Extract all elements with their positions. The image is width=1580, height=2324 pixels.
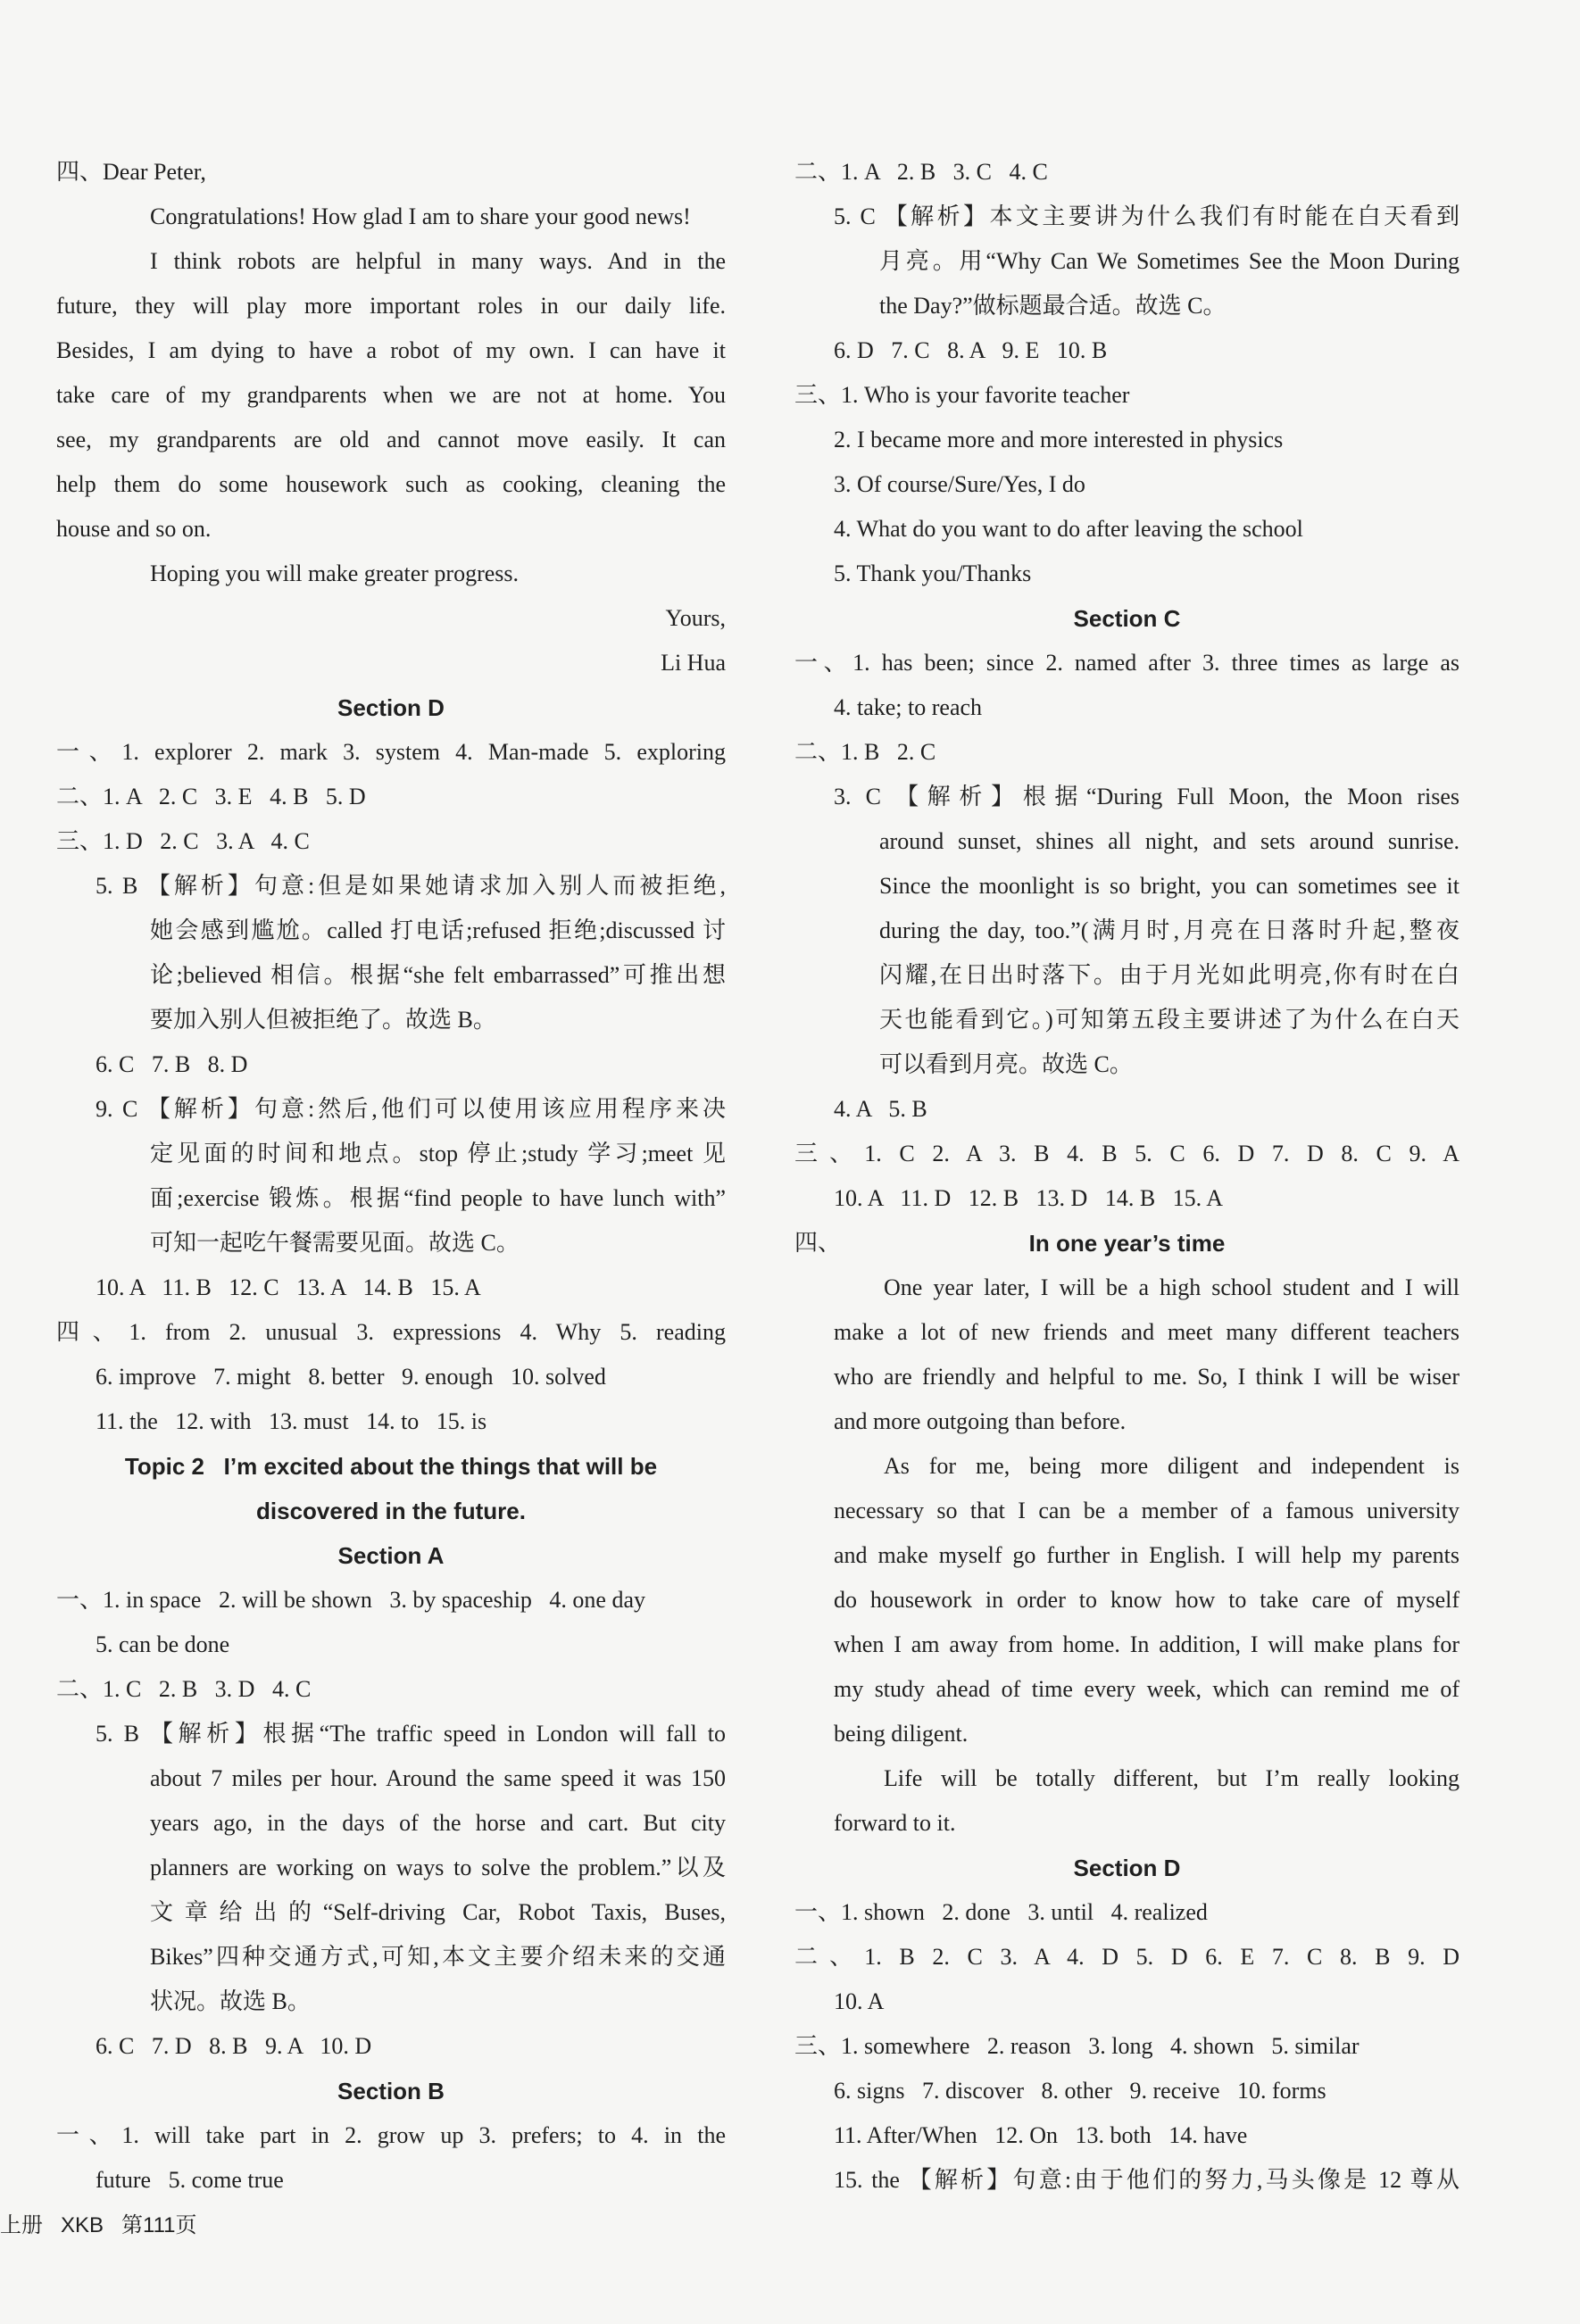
- right-line: [794, 284, 1459, 328]
- right-line: [794, 462, 1459, 507]
- line-text: Section B: [337, 2078, 445, 2104]
- right-line: [794, 1087, 1459, 1132]
- right-line: [794, 552, 1459, 596]
- right-line: [794, 1846, 1459, 1890]
- left-line: [56, 1310, 726, 1355]
- left-line: [56, 373, 726, 418]
- line-text: 文章给出的“Self-driving Car, Robot Taxis, Buses,: [150, 1899, 726, 1925]
- left-column: [56, 150, 726, 2203]
- line-text: 6. C 7. B 8. D: [96, 1051, 248, 1077]
- line-text: Li Hua: [661, 650, 726, 676]
- left-line: [56, 195, 726, 239]
- line-text: 5. B 【解析】根据“The traffic speed in London will fall to: [96, 1721, 726, 1747]
- line-text: 四、: [794, 1230, 842, 1256]
- line-text: 闪耀,在日出时落下。由于月光如此明亮,你有时在白: [879, 962, 1459, 988]
- line-text: help them do some housework such as cooking, cleaning the: [56, 471, 726, 497]
- line-text: 3. Of course/Sure/Yes, I do: [834, 471, 1085, 497]
- left-line: [56, 462, 726, 507]
- line-text: 9. C 【解析】句意:然后,他们可以使用该应用程序来决: [96, 1096, 726, 1122]
- right-line: [794, 373, 1459, 418]
- left-line: [56, 596, 726, 641]
- line-text: 三、1. D 2. C 3. A 4. C: [56, 828, 310, 854]
- line-text: the Day?”做标题最合适。故选 C。: [879, 293, 1227, 319]
- page-footer: 上册 XKB 第111页: [0, 2213, 197, 2237]
- right-line: [794, 775, 1459, 819]
- right-line: [794, 1667, 1459, 1712]
- line-text: 论;believed 相信。根据“she felt embarrassed”可推出想: [150, 962, 726, 988]
- line-text: Besides, I am dying to have a robot of my own. I can have it: [56, 337, 726, 363]
- right-line: [794, 1266, 1459, 1310]
- right-line: [794, 2069, 1459, 2113]
- left-line: [56, 1712, 726, 1756]
- line-text: and more outgoing than before.: [834, 1408, 1127, 1434]
- right-line: [794, 1444, 1459, 1489]
- line-text: 6. improve 7. might 8. better 9. enough 10. solved: [96, 1364, 606, 1390]
- left-line: [56, 1935, 726, 1980]
- left-line: [56, 1444, 726, 1489]
- right-line: [794, 507, 1459, 552]
- line-text: Life will be totally different, but I’m really looking: [884, 1765, 1459, 1791]
- line-text: 三、1. C 2. A 3. B 4. B 5. C 6. D 7. D 8. C 9. A: [794, 1141, 1459, 1166]
- line-text: 5. B 【解析】句意:但是如果她请求加入别人而被拒绝,: [96, 873, 726, 899]
- right-line: [794, 819, 1459, 864]
- line-text: 一、1. in space 2. will be shown 3. by spaceship 4. one day: [56, 1587, 646, 1613]
- line-text: Since the moonlight is so bright, you can sometimes see it: [879, 873, 1459, 899]
- left-line: [56, 1087, 726, 1132]
- line-text: 她会感到尴尬。called 打电话;refused 拒绝;discussed 讨: [150, 917, 726, 943]
- line-text: about 7 miles per hour. Around the same speed it was 150: [150, 1765, 726, 1791]
- line-text: 10. A: [834, 1988, 885, 2014]
- line-text: 15. the 【解析】句意:由于他们的努力,马头像是 12 尊从: [834, 2167, 1459, 2193]
- left-line: [56, 1533, 726, 1578]
- line-text: 三、1. somewhere 2. reason 3. long 4. shown 5. similar: [794, 2033, 1360, 2059]
- right-line: [794, 1489, 1459, 1533]
- left-line: [56, 1756, 726, 1801]
- line-text: 二、1. B 2. C: [794, 739, 936, 765]
- line-text: 二、1. A 2. C 3. E 4. B 5. D: [56, 784, 366, 809]
- line-text: future 5. come true: [96, 2167, 284, 2193]
- left-line: [56, 864, 726, 909]
- right-line: [794, 2158, 1459, 2203]
- line-text: discovered in the future.: [256, 1498, 526, 1524]
- right-line: [794, 150, 1459, 195]
- left-line: [56, 328, 726, 373]
- right-line: [794, 2024, 1459, 2069]
- line-text: Hoping you will make greater progress.: [150, 560, 520, 586]
- line-text: 可知一起吃午餐需要见面。故选 C。: [150, 1230, 520, 1256]
- left-line: [56, 507, 726, 552]
- left-line: [56, 1132, 726, 1176]
- left-line: [56, 2069, 726, 2113]
- line-text: Congratulations! How glad I am to share your good news!: [150, 203, 691, 229]
- right-line: [794, 1310, 1459, 1355]
- line-text: Section C: [1073, 605, 1181, 632]
- line-text: 天也能看到它。)可知第五段主要讲述了为什么在白天: [879, 1007, 1459, 1033]
- line-text: 5. can be done: [96, 1631, 230, 1657]
- right-line: [794, 1533, 1459, 1578]
- left-line: [56, 1801, 726, 1846]
- right-line: [794, 1712, 1459, 1756]
- left-line: [56, 730, 726, 775]
- line-text: my study ahead of time every week, which can remind me of: [834, 1676, 1459, 1702]
- line-text: 二、1. A 2. B 3. C 4. C: [794, 159, 1048, 185]
- line-text: 4. A 5. B: [834, 1096, 927, 1122]
- line-text: 一、1. shown 2. done 3. until 4. realized: [794, 1899, 1208, 1925]
- line-text: who are friendly and helpful to me. So, I think I will be wiser: [834, 1364, 1459, 1390]
- left-line: [56, 953, 726, 998]
- line-text: 3. C 【解析】根据“During Full Moon, the Moon rises: [834, 784, 1459, 809]
- right-line: [794, 418, 1459, 462]
- line-text: 11. After/When 12. On 13. both 14. have: [834, 2122, 1248, 2148]
- line-text: Section D: [1073, 1855, 1181, 1881]
- right-line: [794, 1132, 1459, 1176]
- essay-title: In one year’s time: [1028, 1230, 1226, 1257]
- left-line: [56, 1266, 726, 1310]
- line-text: 状况。故选 B。: [150, 1988, 311, 2014]
- left-line: [56, 819, 726, 864]
- left-line: [56, 998, 726, 1042]
- right-line: [794, 864, 1459, 909]
- right-line: [794, 1578, 1459, 1623]
- left-line: [56, 1042, 726, 1087]
- left-line: [56, 239, 726, 284]
- line-text: 6. D 7. C 8. A 9. E 10. B: [834, 337, 1108, 363]
- line-text: 一、1. explorer 2. mark 3. system 4. Man-made 5. exploring: [56, 739, 726, 765]
- right-line: [794, 1801, 1459, 1846]
- line-text: future, they will play more important roles in our daily life.: [56, 293, 726, 319]
- right-line: [794, 953, 1459, 998]
- line-text: take care of my grandparents when we are not at home. You: [56, 382, 726, 408]
- left-line: [56, 2113, 726, 2158]
- line-text: being diligent.: [834, 1721, 969, 1747]
- right-line: [794, 239, 1459, 284]
- line-text: when I am away from home. In addition, I will make plans for: [834, 1631, 1459, 1657]
- line-text: 11. the 12. with 13. must 14. to 15. is: [96, 1408, 487, 1434]
- left-line: [56, 2024, 726, 2069]
- right-line: [794, 1176, 1459, 1221]
- left-line: [56, 1846, 726, 1890]
- line-text: 5. Thank you/Thanks: [834, 560, 1032, 586]
- line-text: forward to it.: [834, 1810, 956, 1836]
- line-text: 三、1. Who is your favorite teacher: [794, 382, 1130, 408]
- line-text: 6. signs 7. discover 8. other 9. receive 10. forms: [834, 2078, 1326, 2104]
- line-text: As for me, being more diligent and independent is: [884, 1453, 1459, 1479]
- right-column: [794, 150, 1459, 2203]
- line-text: 5. C 【解析】本文主要讲为什么我们有时能在白天看到: [834, 203, 1459, 229]
- line-text: 4. take; to reach: [834, 694, 983, 720]
- line-text: 定见面的时间和地点。stop 停止;study 学习;meet 见: [150, 1141, 726, 1166]
- left-line: [56, 2158, 726, 2203]
- left-line: [56, 1667, 726, 1712]
- line-text: 二、1. C 2. B 3. D 4. C: [56, 1676, 312, 1702]
- right-line: [794, 1623, 1459, 1667]
- left-line: [56, 1489, 726, 1533]
- line-text: do housework in order to know how to take care of myself: [834, 1587, 1459, 1613]
- left-line: [56, 685, 726, 730]
- right-line: [794, 328, 1459, 373]
- right-line: [794, 730, 1459, 775]
- right-line: [794, 195, 1459, 239]
- line-text: and make myself go further in English. I will help my parents: [834, 1542, 1459, 1568]
- line-text: 月亮。用“Why Can We Sometimes See the Moon During: [879, 248, 1459, 274]
- line-text: see, my grandparents are old and cannot move easily. It can: [56, 427, 726, 452]
- line-text: 6. C 7. D 8. B 9. A 10. D: [96, 2033, 372, 2059]
- line-text: 4. What do you want to do after leaving the school: [834, 516, 1303, 542]
- line-text: 10. A 11. B 12. C 13. A 14. B 15. A: [96, 1274, 481, 1300]
- line-text: 2. I became more and more interested in physics: [834, 427, 1284, 452]
- line-text: One year later, I will be a high school student and I will: [884, 1274, 1459, 1300]
- line-text: years ago, in the days of the horse and cart. But city: [150, 1810, 726, 1836]
- line-text: 四、1. from 2. unusual 3. expressions 4. Why 5. reading: [56, 1319, 726, 1345]
- left-line: [56, 1623, 726, 1667]
- line-text: 可以看到月亮。故选 C。: [879, 1051, 1133, 1077]
- line-text: 10. A 11. D 12. B 13. D 14. B 15. A: [834, 1185, 1224, 1211]
- right-line: [794, 685, 1459, 730]
- left-line: [56, 1578, 726, 1623]
- right-line: [794, 1355, 1459, 1399]
- left-line: [56, 1890, 726, 1935]
- line-text: make a lot of new friends and meet many different teachers: [834, 1319, 1459, 1345]
- right-line: [794, 1935, 1459, 1980]
- line-text: necessary so that I can be a member of a famous university: [834, 1498, 1459, 1523]
- left-line: [56, 1176, 726, 1221]
- left-line: [56, 909, 726, 953]
- right-line: [794, 1756, 1459, 1801]
- left-line: [56, 1355, 726, 1399]
- line-text: I think robots are helpful in many ways. And in the: [150, 248, 726, 274]
- line-text: during the day, too.”(满月时,月亮在日落时升起,整夜: [879, 917, 1459, 943]
- line-text: around sunset, shines all night, and sets around sunrise.: [879, 828, 1459, 854]
- line-text: 二、1. B 2. C 3. A 4. D 5. D 6. E 7. C 8. B 9. D: [794, 1944, 1459, 1970]
- left-line: [56, 1399, 726, 1444]
- line-text: 一、1. will take part in 2. grow up 3. prefers; to 4. in the: [56, 2122, 726, 2148]
- line-text: 要加入别人但被拒绝了。故选 B。: [150, 1007, 496, 1033]
- right-line: [794, 2113, 1459, 2158]
- line-text: Section D: [337, 694, 445, 721]
- line-text: Section A: [337, 1542, 445, 1569]
- line-text: 一、1. has been; since 2. named after 3. three times as large as: [794, 650, 1459, 676]
- left-line: [56, 284, 726, 328]
- left-line: [56, 150, 726, 195]
- line-text: 四、Dear Peter,: [56, 159, 206, 185]
- right-line: [794, 909, 1459, 953]
- right-line: [794, 1980, 1459, 2024]
- left-line: [56, 552, 726, 596]
- line-text: house and so on.: [56, 516, 212, 542]
- line-text: 面;exercise 锻炼。根据“find people to have lunch with”: [150, 1185, 726, 1211]
- right-line: [794, 1221, 1459, 1266]
- line-text: Topic 2 I’m excited about the things that will be: [124, 1453, 658, 1480]
- left-line: [56, 1221, 726, 1266]
- right-line: [794, 641, 1459, 685]
- left-line: [56, 641, 726, 685]
- right-line: [794, 1399, 1459, 1444]
- left-line: [56, 775, 726, 819]
- line-text: Bikes”四种交通方式,可知,本文主要介绍未来的交通: [150, 1944, 726, 1970]
- right-line: [794, 1890, 1459, 1935]
- right-line: [794, 596, 1459, 641]
- right-line: [794, 998, 1459, 1042]
- right-line: [794, 1042, 1459, 1087]
- left-line: [56, 418, 726, 462]
- line-text: Yours,: [665, 605, 726, 631]
- left-line: [56, 1980, 726, 2024]
- line-text: planners are working on ways to solve the problem.”以及: [150, 1855, 726, 1880]
